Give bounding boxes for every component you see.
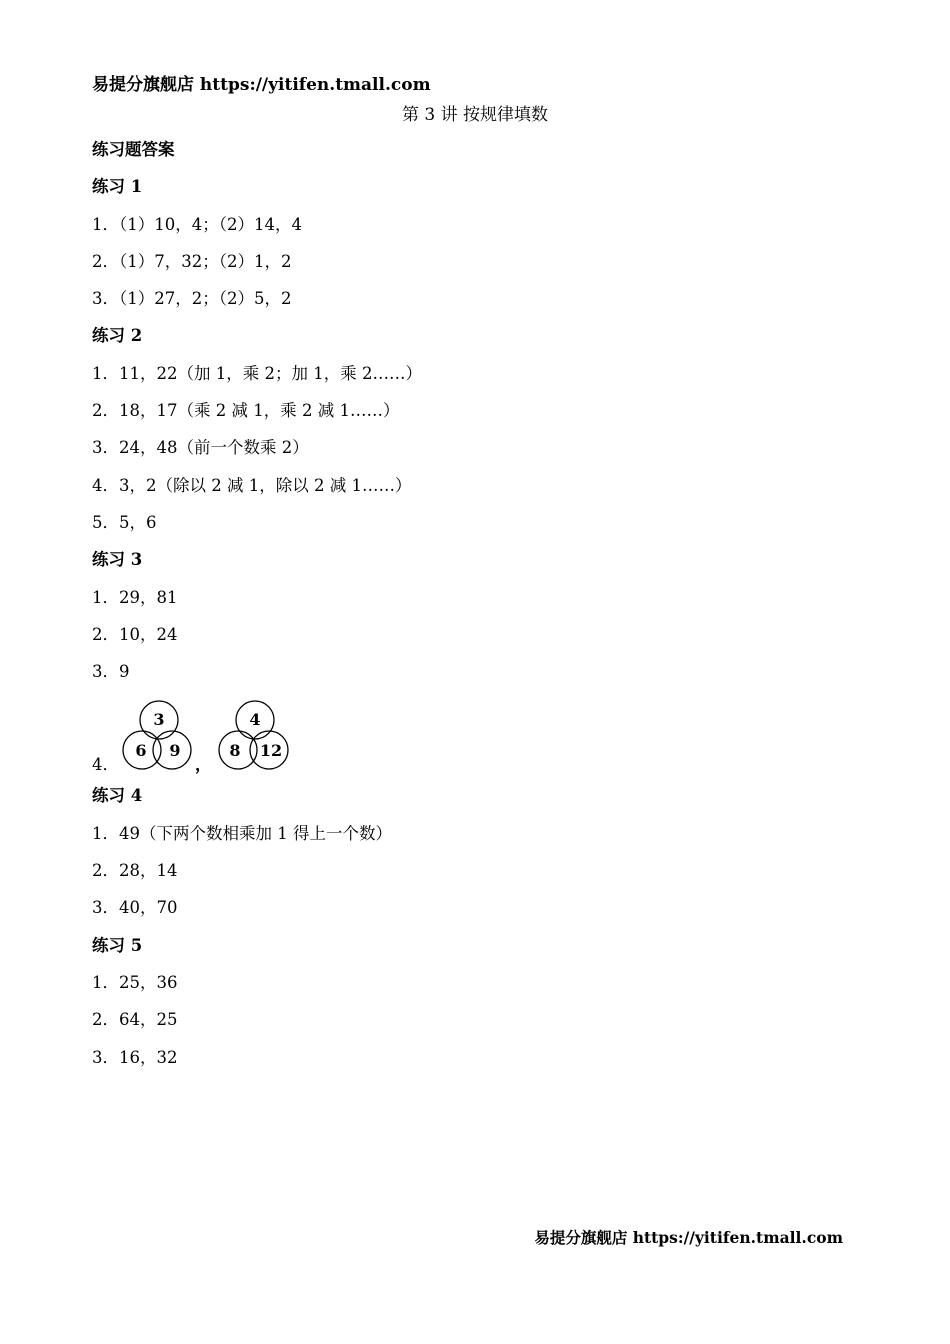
venn-diagram-2 [216,696,292,780]
answers-content [92,137,852,1082]
section-heading-3: 练习 3 [92,550,143,570]
header-store-name: 易提分旗舰店 https://yitifen.tmall.com [92,75,431,95]
answer-line: 1．11，22（加 1，乘 2；加 1，乘 2……） [92,363,422,383]
section-heading-2: 练习 2 [92,326,143,346]
answer-line: 1．（1）10，4；（2）14，4 [92,214,302,234]
answer-line: 3．9 [92,662,130,682]
section-heading-5: 练习 5 [92,935,143,955]
footer-store-name: 易提分旗舰店 https://yitifen.tmall.com [534,1228,843,1247]
answer-line: 2．28，14 [92,861,178,881]
venn-item-number: 4． [92,755,119,775]
answer-line: 5．5，6 [92,512,157,532]
answer-line: 2．（1）7，32；（2）1，2 [92,251,292,271]
venn-value-left: 6 [135,741,147,761]
answer-line: 2．18，17（乘 2 减 1，乘 2 减 1……） [92,401,400,421]
answer-line: 2．10，24 [92,624,178,644]
answer-line: 3．（1）27，2；（2）5，2 [92,289,292,309]
page-title: 第 3 讲 按规律填数 [401,105,549,125]
venn-diagram-1 [120,696,192,780]
answers-heading: 练习题答案 [92,140,175,159]
venn-value-right: 9 [169,741,181,761]
venn-value-left: 8 [229,741,241,761]
answer-line: 1．25，36 [92,972,178,992]
venn-value-right: 12 [259,741,283,761]
answer-line: 1．29，81 [92,587,178,607]
venn-value-top: 3 [153,710,165,730]
venn-value-top: 4 [249,710,261,730]
section-heading-1: 练习 1 [92,177,143,197]
answer-line: 3．16，32 [92,1047,178,1067]
answer-line: 1．49（下两个数相乘加 1 得上一个数） [92,823,392,843]
venn-answer-line [92,696,852,783]
answer-line: 4．3，2（除以 2 减 1，除以 2 减 1……） [92,475,412,495]
section-heading-4: 练习 4 [92,786,143,806]
answer-line: 2．64，25 [92,1010,178,1030]
venn-separator: ， [195,755,212,775]
answer-line: 3．24，48（前一个数乘 2） [92,438,309,458]
answer-line: 3．40，70 [92,898,178,918]
